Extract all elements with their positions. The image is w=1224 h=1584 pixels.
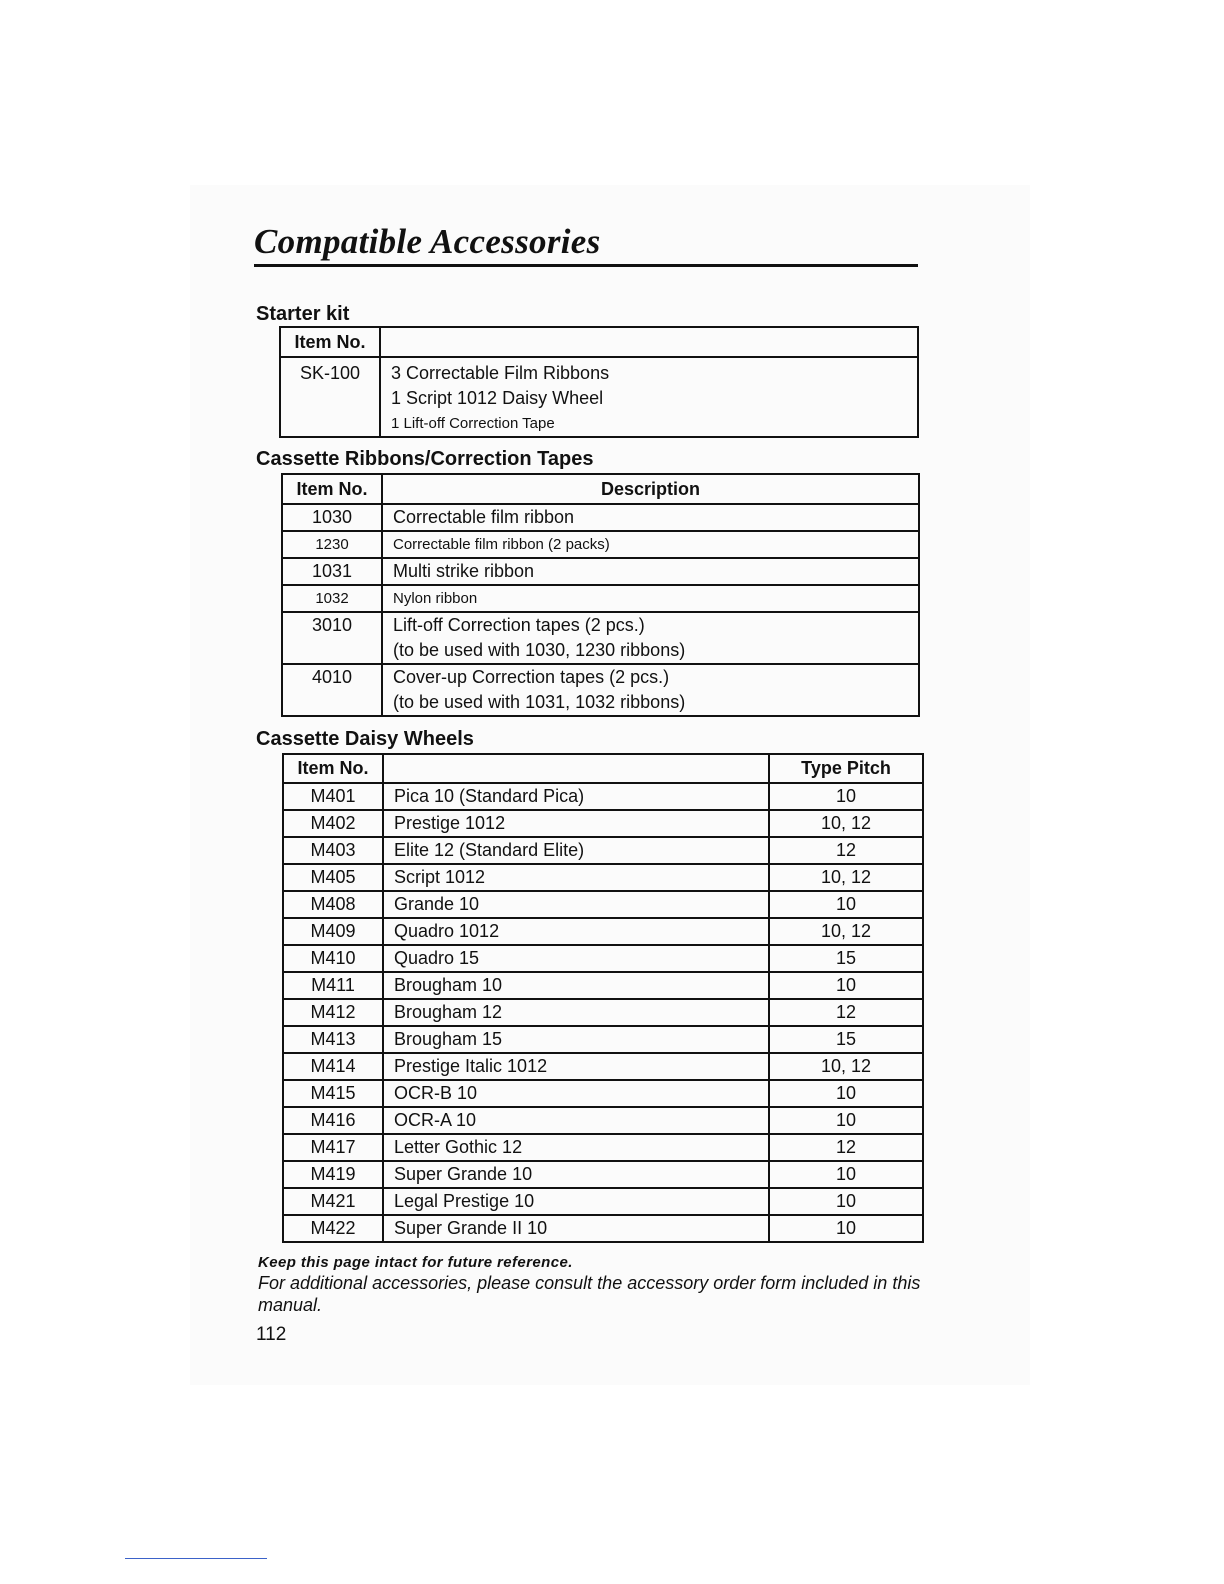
item-description	[382, 504, 919, 531]
item-number: 1030	[282, 504, 382, 531]
item-number: M411	[283, 972, 383, 999]
type-pitch: 10	[769, 1215, 923, 1242]
title-underline	[254, 264, 918, 267]
table-row	[283, 1188, 923, 1215]
description-line: Correctable film ribbon	[393, 507, 575, 527]
item-description	[382, 558, 919, 585]
item-number: M412	[283, 999, 383, 1026]
type-pitch: 12	[769, 999, 923, 1026]
item-number: M421	[283, 1188, 383, 1215]
type-pitch: 10	[769, 1107, 923, 1134]
item-number: 1230	[282, 531, 382, 558]
type-pitch: 15	[769, 1026, 923, 1053]
ribbons-heading: Cassette Ribbons/Correction Tapes	[256, 448, 594, 470]
table-row	[283, 1053, 923, 1080]
table-row	[282, 504, 919, 531]
bottom-link-underline	[125, 1558, 267, 1559]
item-description	[382, 612, 919, 664]
wheel-name: Brougham 10	[383, 972, 769, 999]
description-line: (to be used with 1030, 1230 ribbons)	[393, 640, 686, 660]
type-pitch: 12	[769, 1134, 923, 1161]
type-pitch: 10	[769, 1188, 923, 1215]
starter-kit-header-row	[280, 327, 918, 357]
item-number: M401	[283, 783, 383, 810]
item-number: M417	[283, 1134, 383, 1161]
header-item-no: Item No.	[282, 474, 382, 504]
item-number: SK-100	[280, 357, 380, 437]
wheel-name: Grande 10	[383, 891, 769, 918]
page-number: 112	[256, 1324, 287, 1345]
table-row	[283, 864, 923, 891]
item-number: M419	[283, 1161, 383, 1188]
wheel-name: OCR-B 10	[383, 1080, 769, 1107]
ribbons-header-row	[282, 474, 919, 504]
item-number: M402	[283, 810, 383, 837]
table-row	[283, 1026, 923, 1053]
wheel-name: Pica 10 (Standard Pica)	[383, 783, 769, 810]
wheel-name: Prestige 1012	[383, 810, 769, 837]
additional-accessories-note: For additional accessories, please consult the accessory order form included in this manual.	[258, 1273, 921, 1315]
header-description	[383, 754, 769, 783]
starter-kit-heading: Starter kit	[256, 303, 350, 325]
table-row	[282, 558, 919, 585]
type-pitch: 10	[769, 891, 923, 918]
keep-page-note: Keep this page intact for future reference.	[258, 1254, 573, 1271]
table-row	[283, 783, 923, 810]
item-number: M414	[283, 1053, 383, 1080]
item-number: M422	[283, 1215, 383, 1242]
item-number: M405	[283, 864, 383, 891]
table-row	[282, 664, 919, 716]
item-number: M413	[283, 1026, 383, 1053]
wheel-name: Script 1012	[383, 864, 769, 891]
table-row	[282, 612, 919, 664]
type-pitch: 10, 12	[769, 1053, 923, 1080]
table-row	[283, 1080, 923, 1107]
table-row	[283, 1134, 923, 1161]
item-number: M409	[283, 918, 383, 945]
page-title: Compatible Accessories	[254, 222, 601, 261]
table-row	[283, 1161, 923, 1188]
description-line: (to be used with 1031, 1032 ribbons)	[393, 692, 686, 712]
daisy-wheels-heading: Cassette Daisy Wheels	[256, 728, 474, 750]
item-number: 1032	[282, 585, 382, 612]
description-line: Correctable film ribbon (2 packs)	[393, 536, 610, 553]
item-number: M416	[283, 1107, 383, 1134]
item-number: M410	[283, 945, 383, 972]
wheel-name: Elite 12 (Standard Elite)	[383, 837, 769, 864]
type-pitch: 10	[769, 1161, 923, 1188]
header-item-no: Item No.	[283, 754, 383, 783]
description-line: Lift-off Correction tapes (2 pcs.)	[393, 615, 645, 635]
daisy-wheels-header-row	[283, 754, 923, 783]
item-number: 4010	[282, 664, 382, 716]
table-row	[283, 1107, 923, 1134]
item-description	[382, 664, 919, 716]
header-description: Description	[382, 474, 919, 504]
header-type-pitch: Type Pitch	[769, 754, 923, 783]
item-number: 1031	[282, 558, 382, 585]
item-number: M415	[283, 1080, 383, 1107]
table-row	[280, 357, 918, 437]
type-pitch: 10	[769, 783, 923, 810]
table-row	[283, 945, 923, 972]
item-description	[382, 585, 919, 612]
type-pitch: 10	[769, 1080, 923, 1107]
wheel-name: Super Grande II 10	[383, 1215, 769, 1242]
table-row	[282, 531, 919, 558]
description-line: 1 Script 1012 Daisy Wheel	[391, 388, 604, 408]
wheel-name: Quadro 1012	[383, 918, 769, 945]
table-row	[283, 972, 923, 999]
table-row	[283, 1215, 923, 1242]
table-row	[283, 918, 923, 945]
item-number: M408	[283, 891, 383, 918]
wheel-name: Letter Gothic 12	[383, 1134, 769, 1161]
daisy-wheels-table	[282, 753, 924, 1243]
wheel-name: Brougham 15	[383, 1026, 769, 1053]
description-line: Nylon ribbon	[393, 590, 478, 607]
wheel-name: Brougham 12	[383, 999, 769, 1026]
type-pitch: 10, 12	[769, 810, 923, 837]
item-number: M403	[283, 837, 383, 864]
type-pitch: 10	[769, 972, 923, 999]
description-line: 1 Lift-off Correction Tape	[391, 415, 555, 432]
wheel-name: Prestige Italic 1012	[383, 1053, 769, 1080]
table-row	[283, 891, 923, 918]
type-pitch: 10, 12	[769, 918, 923, 945]
description-line: Cover-up Correction tapes (2 pcs.)	[393, 667, 670, 687]
ribbons-table	[281, 473, 920, 717]
type-pitch: 15	[769, 945, 923, 972]
item-number: 3010	[282, 612, 382, 664]
type-pitch: 10, 12	[769, 864, 923, 891]
table-row	[283, 999, 923, 1026]
table-row	[283, 837, 923, 864]
wheel-name: Super Grande 10	[383, 1161, 769, 1188]
description-line: Multi strike ribbon	[393, 561, 535, 581]
description-line: 3 Correctable Film Ribbons	[391, 363, 610, 383]
header-description	[380, 327, 918, 357]
type-pitch: 12	[769, 837, 923, 864]
header-item-no: Item No.	[280, 327, 380, 357]
table-row	[283, 810, 923, 837]
wheel-name: OCR-A 10	[383, 1107, 769, 1134]
item-description	[382, 531, 919, 558]
wheel-name: Legal Prestige 10	[383, 1188, 769, 1215]
table-row	[282, 585, 919, 612]
wheel-name: Quadro 15	[383, 945, 769, 972]
item-description	[380, 357, 918, 437]
starter-kit-table	[279, 326, 919, 438]
